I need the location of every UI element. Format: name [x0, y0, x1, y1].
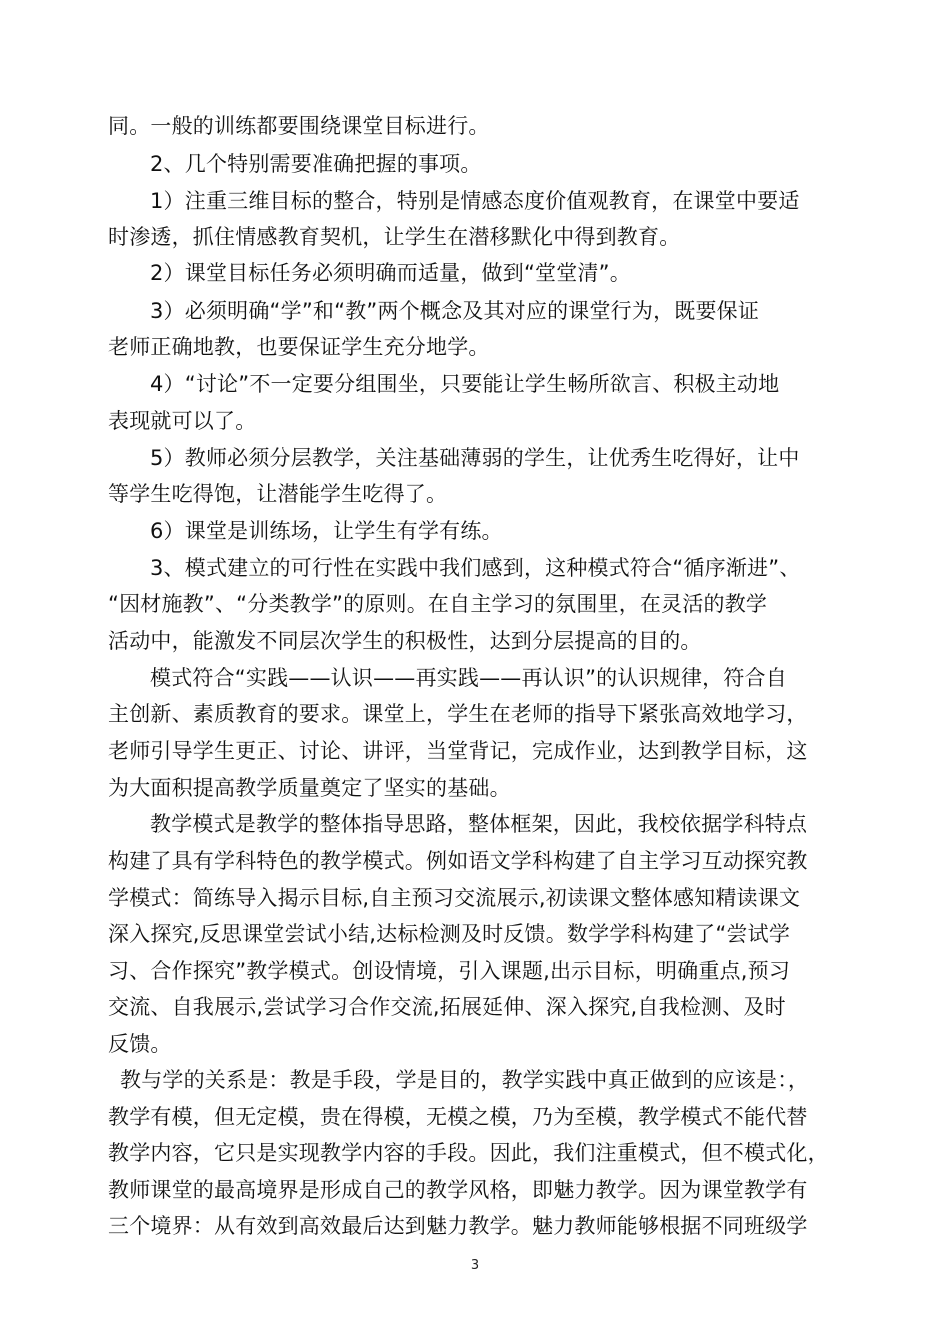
- text-line: 1）注重三维目标的整合，特别是情感态度价值观教育，在课堂中要适: [150, 189, 800, 213]
- text-line: 3）必须明确“学”和“教”两个概念及其对应的课堂行为，既要保证: [150, 299, 760, 323]
- page-number: 3: [470, 1258, 480, 1273]
- text-line: 6）课堂是训练场，让学生有学有练。: [150, 519, 503, 543]
- text-line: 表现就可以了。: [108, 409, 257, 433]
- text-line: 教学有模，但无定模，贵在得模，无模之模，乃为至模，教学模式不能代替: [108, 1105, 808, 1129]
- text-line: 4）“讨论”不一定要分组围坐，只要能让学生畅所欲言、积极主动地: [150, 372, 780, 396]
- text-line: 教学模式是教学的整体指导思路，整体框架，因此，我校依据学科特点: [150, 812, 808, 836]
- text-line: 三个境界：从有效到高效最后达到魅力教学。魅力教师能够根据不同班级学: [108, 1214, 808, 1238]
- text-line: 5）教师必须分层教学，关注基础薄弱的学生，让优秀生吃得好，让中: [150, 446, 800, 470]
- text-line: 教师课堂的最高境界是形成自己的教学风格，即魅力教学。因为课堂教学有: [108, 1178, 808, 1202]
- text-line: 3、模式建立的可行性在实践中我们感到，这种模式符合“循序渐进”、: [150, 556, 801, 580]
- text-line: 教与学的关系是：教是手段，学是目的，教学实践中真正做到的应该是：，: [120, 1068, 810, 1092]
- text-line: 时渗透，抓住情感教育契机，让学生在潜移默化中得到教育。: [108, 225, 681, 249]
- text-line: 等学生吃得饱，让潜能学生吃得了。: [108, 482, 448, 506]
- text-line: 2、几个特别需要准确把握的事项。: [150, 152, 482, 176]
- text-line: 反馈。: [108, 1032, 172, 1056]
- text-line: 主创新、素质教育的要求。课堂上，学生在老师的指导下紧张高效地学习，: [108, 702, 808, 726]
- text-line: 2）课堂目标任务必须明确而适量，做到“堂堂清”。: [150, 261, 631, 285]
- text-line: 活动中，能激发不同层次学生的积极性，达到分层提高的目的。: [108, 629, 702, 653]
- text-line: 构建了具有学科特色的教学模式。例如语文学科构建了自主学习互动探究教: [108, 849, 808, 873]
- text-line: 为大面积提高教学质量奠定了坚实的基础。: [108, 776, 511, 800]
- text-line: 深入探究,反思课堂尝试小结,达标检测及时反馈。数学学科构建了“尝试学: [108, 922, 791, 946]
- text-line: 模式符合“实践——认识——再实践——再认识”的认识规律，符合自: [150, 666, 787, 690]
- text-line: 习、合作探究”教学模式。创设情境，引入课题,出示目标，明确重点,预习: [108, 959, 791, 983]
- text-line: 老师引导学生更正、讨论、讲评，当堂背记，完成作业，达到教学目标，这: [108, 739, 808, 763]
- text-line: 老师正确地教，也要保证学生充分地学。: [108, 335, 490, 359]
- text-line: 教学内容，它只是实现教学内容的手段。因此，我们注重模式，但不模式化，: [108, 1141, 829, 1165]
- text-line: 同。一般的训练都要围绕课堂目标进行。: [108, 114, 490, 138]
- text-line: 交流、自我展示,尝试学习合作交流,拓展延伸、深入探究,自我检测、及时: [108, 995, 786, 1019]
- text-line: 学模式：简练导入揭示目标,自主预习交流展示,初读课文整体感知精读课文: [108, 886, 801, 910]
- text-line: “因材施教”、“分类教学”的原则。在自主学习的氛围里，在灵活的教学: [108, 592, 768, 616]
